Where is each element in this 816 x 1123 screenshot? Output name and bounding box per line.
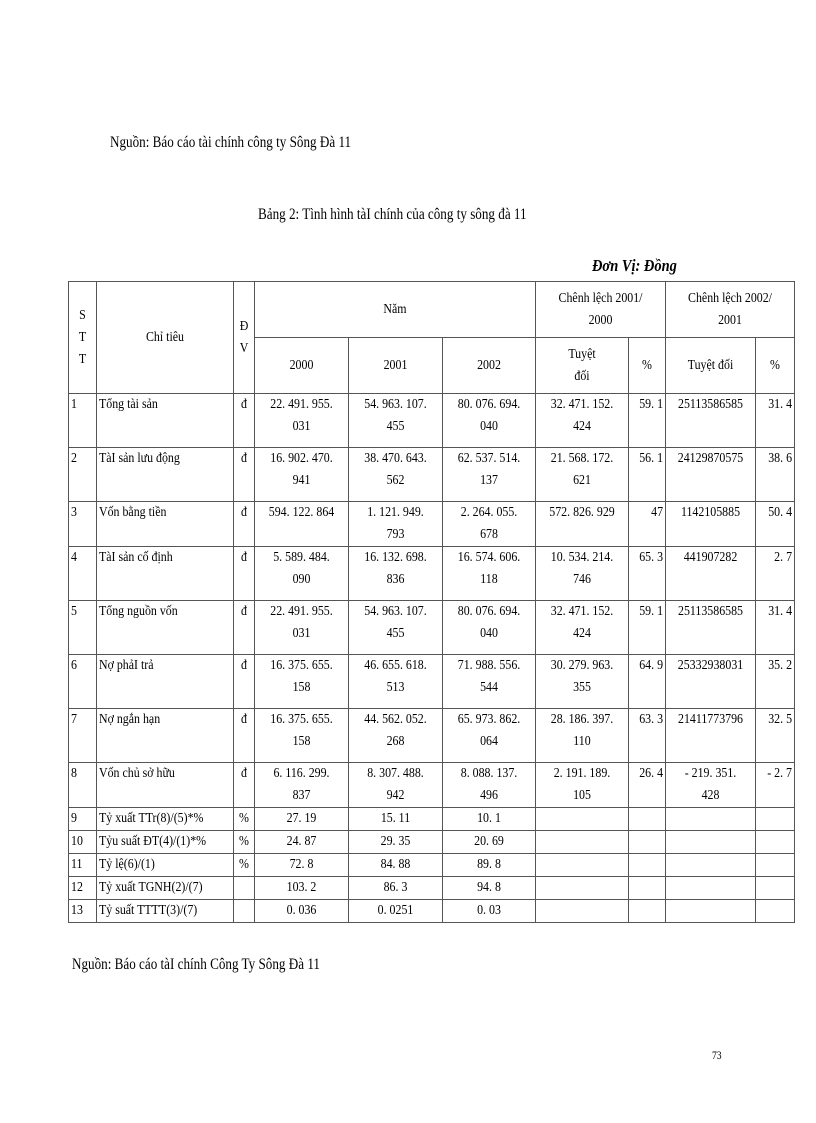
cell-2001: 84. 88 <box>349 854 443 877</box>
cell-2001: 54. 963. 107. 455 <box>349 394 443 448</box>
cell-2001: 86. 3 <box>349 877 443 900</box>
table-row <box>69 831 795 854</box>
header-pct-1: % <box>629 338 666 394</box>
cell-pct-1: 59. 1 <box>629 601 666 655</box>
cell-2000: 22. 491. 955. 031 <box>255 601 349 655</box>
cell-dv: đ <box>234 394 255 448</box>
cell-2000: 103. 2 <box>255 877 349 900</box>
cell-stt: 6 <box>69 655 97 709</box>
table-row <box>69 854 795 877</box>
cell-tuyet-doi-1: 32. 471. 152. 424 <box>536 601 629 655</box>
cell-tuyet-doi-2 <box>666 854 756 877</box>
cell-dv: % <box>234 854 255 877</box>
cell-name: Tổng tài sản <box>97 394 234 448</box>
cell-pct-2: 50. 4 <box>756 502 795 547</box>
cell-stt: 8 <box>69 763 97 808</box>
cell-tuyet-doi-1: 2. 191. 189. 105 <box>536 763 629 808</box>
table-row <box>69 601 795 655</box>
header-row-1 <box>69 282 795 338</box>
cell-name: TàI sản lưu động <box>97 448 234 502</box>
cell-dv: đ <box>234 709 255 763</box>
header-2000: 2000 <box>255 338 349 394</box>
table-row <box>69 502 795 547</box>
cell-pct-1: 26. 4 <box>629 763 666 808</box>
cell-2001: 38. 470. 643. 562 <box>349 448 443 502</box>
cell-pct-1: 65. 3 <box>629 547 666 601</box>
cell-2002: 0. 03 <box>443 900 536 923</box>
cell-2001: 44. 562. 052. 268 <box>349 709 443 763</box>
cell-2002: 89. 8 <box>443 854 536 877</box>
cell-2000: 72. 8 <box>255 854 349 877</box>
cell-2002: 62. 537. 514. 137 <box>443 448 536 502</box>
table-row <box>69 448 795 502</box>
cell-tuyet-doi-2: 441907282 <box>666 547 756 601</box>
cell-2002: 8. 088. 137. 496 <box>443 763 536 808</box>
cell-tuyet-doi-1 <box>536 854 629 877</box>
source-note-top: Nguồn: Báo cáo tài chính công ty Sông Đà 11 <box>110 134 352 151</box>
cell-name: TàI sản cố định <box>97 547 234 601</box>
cell-dv: đ <box>234 655 255 709</box>
cell-pct-2: 38. 6 <box>756 448 795 502</box>
cell-name: Tổng nguồn vốn <box>97 601 234 655</box>
header-dv: Đ V <box>234 282 255 394</box>
header-2001: 2001 <box>349 338 443 394</box>
cell-tuyet-doi-2: 25332938031 <box>666 655 756 709</box>
cell-stt: 13 <box>69 900 97 923</box>
cell-stt: 9 <box>69 808 97 831</box>
cell-2001: 46. 655. 618. 513 <box>349 655 443 709</box>
cell-pct-2: 35. 2 <box>756 655 795 709</box>
cell-tuyet-doi-1 <box>536 831 629 854</box>
header-chenh-lech-2001: Chênh lệch 2001/ 2000 <box>536 282 666 338</box>
cell-pct-2: 31. 4 <box>756 601 795 655</box>
cell-dv: đ <box>234 601 255 655</box>
cell-pct-2 <box>756 900 795 923</box>
table-row <box>69 900 795 923</box>
cell-pct-1: 56. 1 <box>629 448 666 502</box>
cell-pct-1: 47 <box>629 502 666 547</box>
header-chenh-lech-2002: Chênh lệch 2002/ 2001 <box>666 282 795 338</box>
cell-dv <box>234 877 255 900</box>
cell-2002: 71. 988. 556. 544 <box>443 655 536 709</box>
cell-name: Tỷu suất ĐT(4)/(1)*% <box>97 831 234 854</box>
cell-pct-1 <box>629 900 666 923</box>
cell-2002: 94. 8 <box>443 877 536 900</box>
header-tuyet-doi-1: Tuyệt đối <box>536 338 629 394</box>
header-chi-tieu: Chỉ tiêu <box>97 282 234 394</box>
cell-pct-2 <box>756 831 795 854</box>
cell-dv: đ <box>234 502 255 547</box>
cell-name: Vốn bằng tiền <box>97 502 234 547</box>
cell-tuyet-doi-2: 24129870575 <box>666 448 756 502</box>
header-tuyet-doi-2: Tuyệt đối <box>666 338 756 394</box>
cell-stt: 2 <box>69 448 97 502</box>
cell-2001: 54. 963. 107. 455 <box>349 601 443 655</box>
header-pct-2: % <box>756 338 795 394</box>
cell-name: Vốn chủ sở hữu <box>97 763 234 808</box>
cell-name: Tỷ xuất TTr(8)/(5)*% <box>97 808 234 831</box>
table-row <box>69 709 795 763</box>
cell-pct-2 <box>756 854 795 877</box>
cell-2000: 0. 036 <box>255 900 349 923</box>
table-title: Bảng 2: Tình hình tàI chính của công ty sông đà 11 <box>258 206 527 223</box>
financial-table <box>68 281 795 923</box>
cell-2001: 16. 132. 698. 836 <box>349 547 443 601</box>
cell-tuyet-doi-2: 21411773796 <box>666 709 756 763</box>
cell-tuyet-doi-1 <box>536 900 629 923</box>
cell-2000: 27. 19 <box>255 808 349 831</box>
cell-2001: 15. 11 <box>349 808 443 831</box>
cell-2002: 65. 973. 862. 064 <box>443 709 536 763</box>
cell-pct-1: 63. 3 <box>629 709 666 763</box>
cell-2001: 0. 0251 <box>349 900 443 923</box>
cell-pct-1 <box>629 854 666 877</box>
cell-2002: 2. 264. 055. 678 <box>443 502 536 547</box>
table-row <box>69 808 795 831</box>
cell-tuyet-doi-1: 21. 568. 172. 621 <box>536 448 629 502</box>
cell-stt: 11 <box>69 854 97 877</box>
cell-dv: đ <box>234 547 255 601</box>
cell-tuyet-doi-1: 32. 471. 152. 424 <box>536 394 629 448</box>
table-row <box>69 763 795 808</box>
cell-tuyet-doi-2: 25113586585 <box>666 601 756 655</box>
cell-2001: 29. 35 <box>349 831 443 854</box>
header-nam: Năm <box>255 282 536 338</box>
cell-pct-1 <box>629 877 666 900</box>
cell-pct-1 <box>629 808 666 831</box>
cell-2002: 16. 574. 606. 118 <box>443 547 536 601</box>
cell-2000: 5. 589. 484. 090 <box>255 547 349 601</box>
cell-stt: 7 <box>69 709 97 763</box>
cell-2000: 594. 122. 864 <box>255 502 349 547</box>
cell-2000: 16. 375. 655. 158 <box>255 709 349 763</box>
cell-name: Tỷ xuất TGNH(2)/(7) <box>97 877 234 900</box>
cell-tuyet-doi-2 <box>666 900 756 923</box>
cell-stt: 5 <box>69 601 97 655</box>
table-row <box>69 394 795 448</box>
cell-tuyet-doi-2 <box>666 831 756 854</box>
cell-dv: % <box>234 831 255 854</box>
cell-pct-2: - 2. 7 <box>756 763 795 808</box>
cell-2002: 20. 69 <box>443 831 536 854</box>
cell-pct-1 <box>629 831 666 854</box>
page-number: 73 <box>712 1048 722 1062</box>
cell-2000: 24. 87 <box>255 831 349 854</box>
cell-name: Tỷ lệ(6)/(1) <box>97 854 234 877</box>
table-row <box>69 877 795 900</box>
source-note-bottom: Nguồn: Báo cáo tàI chính Công Ty Sông Đà 11 <box>72 956 320 973</box>
cell-2000: 16. 902. 470. 941 <box>255 448 349 502</box>
cell-dv: đ <box>234 448 255 502</box>
cell-2001: 8. 307. 488. 942 <box>349 763 443 808</box>
cell-stt: 12 <box>69 877 97 900</box>
cell-2001: 1. 121. 949. 793 <box>349 502 443 547</box>
cell-stt: 4 <box>69 547 97 601</box>
cell-dv: đ <box>234 763 255 808</box>
header-stt: S T T <box>69 282 97 394</box>
cell-name: Tỷ suất TTTT(3)/(7) <box>97 900 234 923</box>
cell-tuyet-doi-1: 30. 279. 963. 355 <box>536 655 629 709</box>
cell-name: Nợ phảI trả <box>97 655 234 709</box>
cell-2000: 6. 116. 299. 837 <box>255 763 349 808</box>
cell-tuyet-doi-1: 28. 186. 397. 110 <box>536 709 629 763</box>
cell-2002: 80. 076. 694. 040 <box>443 394 536 448</box>
unit-label: Đơn Vị: Đồng <box>592 256 677 275</box>
cell-stt: 10 <box>69 831 97 854</box>
cell-tuyet-doi-2 <box>666 808 756 831</box>
cell-tuyet-doi-2: 1142105885 <box>666 502 756 547</box>
table-row <box>69 547 795 601</box>
cell-dv <box>234 900 255 923</box>
cell-dv: % <box>234 808 255 831</box>
cell-2002: 80. 076. 694. 040 <box>443 601 536 655</box>
cell-2000: 22. 491. 955. 031 <box>255 394 349 448</box>
cell-pct-2: 31. 4 <box>756 394 795 448</box>
cell-stt: 1 <box>69 394 97 448</box>
cell-tuyet-doi-2: 25113586585 <box>666 394 756 448</box>
cell-stt: 3 <box>69 502 97 547</box>
cell-tuyet-doi-1: 10. 534. 214. 746 <box>536 547 629 601</box>
cell-pct-2: 32. 5 <box>756 709 795 763</box>
cell-pct-2 <box>756 877 795 900</box>
cell-tuyet-doi-2: - 219. 351. 428 <box>666 763 756 808</box>
cell-2002: 10. 1 <box>443 808 536 831</box>
cell-tuyet-doi-2 <box>666 877 756 900</box>
cell-pct-2: 2. 7 <box>756 547 795 601</box>
cell-name: Nợ ngắn hạn <box>97 709 234 763</box>
header-2002: 2002 <box>443 338 536 394</box>
cell-tuyet-doi-1 <box>536 808 629 831</box>
cell-tuyet-doi-1 <box>536 877 629 900</box>
cell-2000: 16. 375. 655. 158 <box>255 655 349 709</box>
table-row <box>69 655 795 709</box>
cell-tuyet-doi-1: 572. 826. 929 <box>536 502 629 547</box>
cell-pct-2 <box>756 808 795 831</box>
cell-pct-1: 59. 1 <box>629 394 666 448</box>
cell-pct-1: 64. 9 <box>629 655 666 709</box>
